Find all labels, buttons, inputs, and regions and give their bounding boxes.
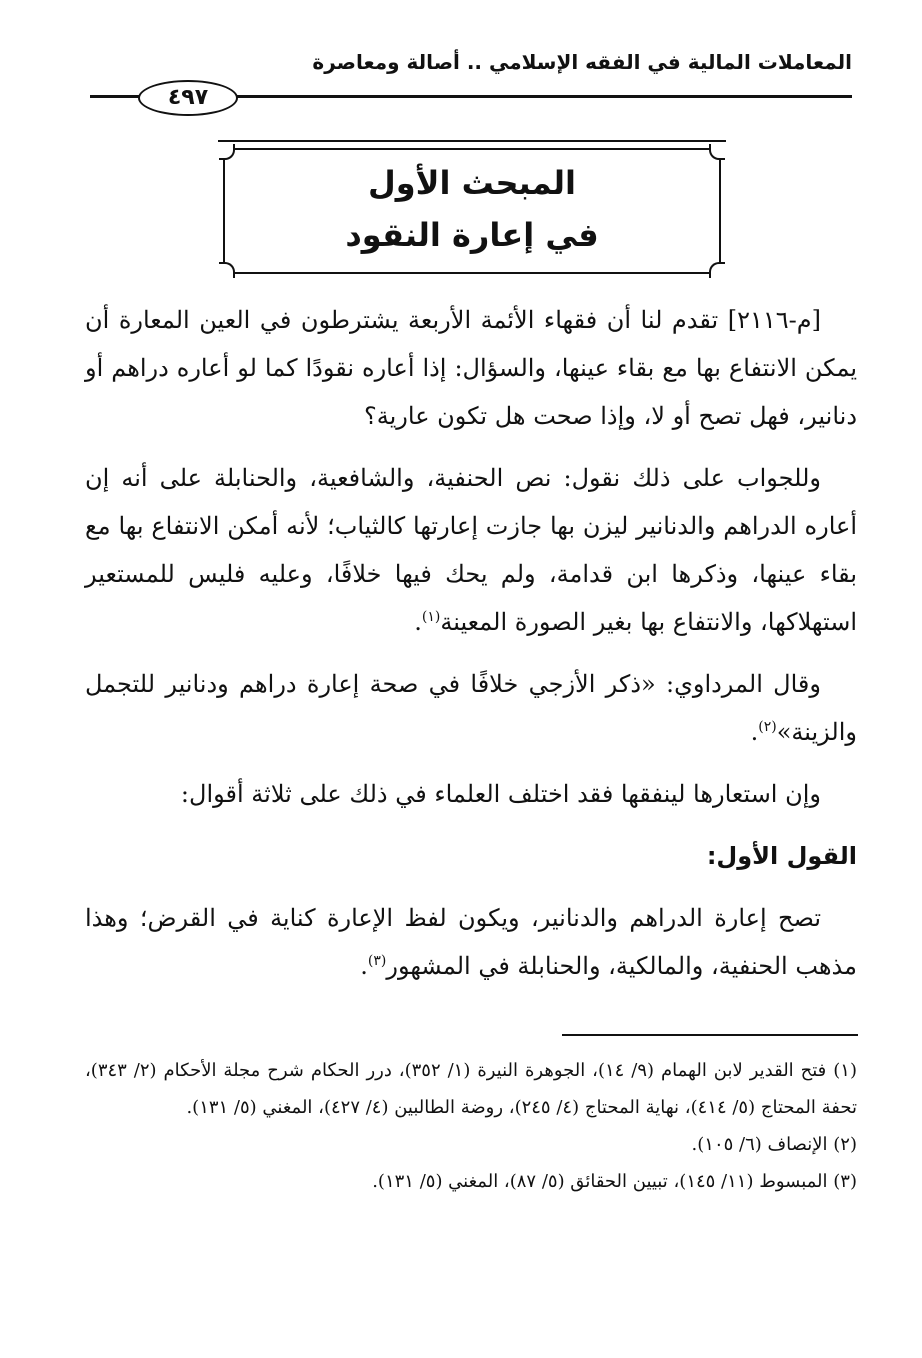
footnote: (٢) الإنصاف (٦/ ١٠٥). [691, 1134, 857, 1155]
subheading: القول الأول: [706, 842, 857, 870]
footnote-marker: (٢) [758, 719, 777, 735]
title-top-rule [218, 140, 726, 142]
section-title-line-2: في إعارة النقود [345, 216, 599, 254]
frame-corner-ornament [709, 262, 725, 278]
section-title-box [223, 148, 721, 274]
frame-corner-ornament [709, 144, 725, 160]
frame-corner-ornament [219, 144, 235, 160]
footnote-separator [562, 1034, 858, 1036]
footnote-marker: (٣) [367, 953, 387, 969]
running-header-title: المعاملات المالية في الفقه الإسلامي .. أصالة ومعاصرة [312, 50, 852, 74]
footnote: (٣) المبسوط (١١/ ١٤٥)، تبيين الحقائق (٥/ ٨٧)، المغني (٥/ ١٣١). [372, 1171, 857, 1192]
section-title-line-1: المبحث الأول [367, 164, 577, 202]
frame-corner-ornament [219, 262, 235, 278]
main-text [85, 296, 857, 1004]
paragraph: وإن استعارها لينفقها فقد اختلف العلماء في ذلك على ثلاثة أقوال: [180, 780, 821, 808]
page-number: ٤٩٧ [138, 80, 238, 116]
paragraph: وقال المرداوي: «ذكر الأزجي خلافًا في صحة إعارة دراهم ودنانير للتجمل والزينة»$^{(٢)}$. [85, 670, 857, 746]
paragraph: وللجواب على ذلك نقول: نص الحنفية، والشافعية، والحنابلة على أنه إن أعاره الدراهم والدنانير ليزن بها جازت إعارتها كالثياب؛ لأنه أمكن الانتفاع بها مع بقاء عينها، وذكرها ابن قدامة، ولم يحك فيها خلافًا، وعليه فليس للمستعير استهلاكها، والانتفاع بها بغير الصورة المعينة$^{(١)}$. [85, 464, 857, 636]
footnote-marker: (١) [421, 609, 441, 625]
paragraph: تصح إعارة الدراهم والدنانير، ويكون لفظ الإعارة كناية في القرض؛ وهذا مذهب الحنفية، والمالكية، والحنابلة في المشهور$^{(٣)}$. [85, 904, 857, 980]
footnotes [85, 1052, 857, 1200]
paragraph: [م-٢١١٦] تقدم لنا أن فقهاء الأئمة الأربعة يشترطون في العين المعارة أن يمكن الانتفاع بها مع بقاء عينها، والسؤال: إذا أعاره نقودًا كما لو أعاره دراهم أو دنانير، فهل تصح أو لا، وإذا صحت هل تكون عارية؟ [85, 306, 857, 430]
footnote: (١) فتح القدير لابن الهمام (٩/ ١٤)، الجوهرة النيرة (١/ ٣٥٢)، درر الحكام شرح مجلة الأحكام (٢/ ٣٤٣)، تحفة المحتاج (٥/ ٤١٤)، نهاية المحتاج (٤/ ٢٤٥)، روضة الطالبين (٤/ ٤٢٧)، المغني (٥/ ١٣١). [85, 1060, 857, 1118]
